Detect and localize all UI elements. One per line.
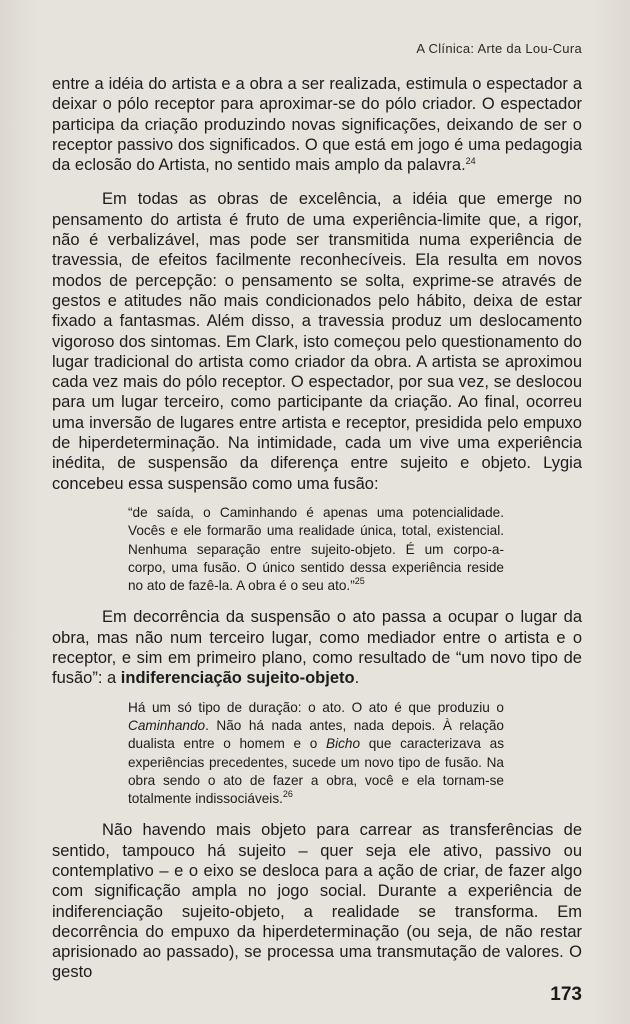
block-quote-2-text-c: que caracterizava as experiências precedentes, sucede um novo tipo de fusão. Na obra sendo o ato de fazer a obra, você e ela tornam-se totalmente indissociáveis. — [128, 736, 504, 807]
italic-title-bicho: Bicho — [326, 736, 361, 752]
block-quote-1 — [128, 504, 504, 595]
paragraph-3-text: Em decorrência da suspensão o ato passa a ocupar o lugar da obra, mas não num terceiro lugar, como mediador entre o artista e o receptor, e sim em primeiro plano, como resultado de “um novo tipo de fusão”: a — [52, 608, 582, 688]
block-quote-2-text-b: . Não há nada antes, nada depois. À relação dualista entre o homem e o — [128, 717, 504, 752]
paragraph-3-end: . — [354, 669, 360, 688]
paragraph-2: Em todas as obras de excelência, a idéia que emerge no pensamento do artista é fruto de uma experiência-limite que, a rigor, não é verbalizável, mas pode ser transmitida numa experiência de travessia, de efeitos facilmente reconhecíveis. Ela resulta em novos modos de percepção: o pensamento se solta, exprime-se através de gestos e atitudes não mais condicionados pelo hábito, deixa de estar fixado a fantasmas. Além disso, a travessia produz um deslocamento vigoroso dos sintomas. Em Clark, isto começou pelo questionamento do lugar tradicional do artista como criador da obra. A artista se aproximou cada vez mais do pólo receptor. O espectador, por sua vez, se deslocou para um lugar terceiro, como participante da criação. Ao final, ocorreu uma inversão de lugares entre artista e receptor, presidida pelo empuxo de hiperdeterminação. Na intimidade, cada um vive uma experiência inédita, de suspensão da diferença entre sujeito e objeto. Lygia concebeu essa suspensão como uma fusão: — [52, 190, 582, 493]
page-body — [52, 74, 582, 983]
paragraph-4: Não havendo mais objeto para carrear as transferências de sentido, tampouco há sujeito – quer seja ele ativo, passivo ou contemplativo – e o eixo se desloca para a ação de criar, de fazer algo com significação ampla no jogo social. Durante a experiência de indiferenciação sujeito-objeto, a realidade se transforma. Em decorrência do empuxo da hiperdeterminação (ou seja, de não restar aprisionado ao passado), se processa uma transmutação de valores. O gesto — [52, 821, 582, 982]
paragraph-1-text: entre a idéia do artista e a obra a ser realizada, estimula o espectador a deixar o pólo receptor para aproximar-se do pólo criador. O espectador participa da criação produzindo novas significações, deixando de ser o receptor passivo dos significados. O que está em jogo é uma pedagogia da eclosão do Artista, no sentido mais amplo da palavra. — [52, 75, 582, 175]
block-quote-1-text: “de saída, o Caminhando é apenas uma potencialidade. Vocês e ele formarão uma realidade única, total, existencial. Nenhuma separação entre sujeito-objeto. É um corpo-a-corpo, uma fusão. O único sentido dessa experiência reside no ato de fazê-la. A obra é o seu ato.” — [128, 504, 504, 594]
block-quote-2-text-a: Há um só tipo de duração: o ato. O ato é que produziu o — [128, 699, 504, 715]
block-quote-2 — [128, 699, 504, 809]
footnote-ref-24: 24 — [465, 156, 476, 167]
paragraph-3 — [52, 607, 582, 688]
emphasis-term: indiferenciação sujeito-objeto — [120, 669, 355, 688]
footnote-ref-26: 26 — [282, 789, 293, 800]
paragraph-1 — [52, 74, 582, 175]
running-head: A Clínica: Arte da Lou-Cura — [416, 41, 582, 56]
page-number: 173 — [550, 984, 582, 1005]
italic-title-caminhando: Caminhando — [128, 717, 206, 733]
footnote-ref-25: 25 — [354, 576, 365, 587]
